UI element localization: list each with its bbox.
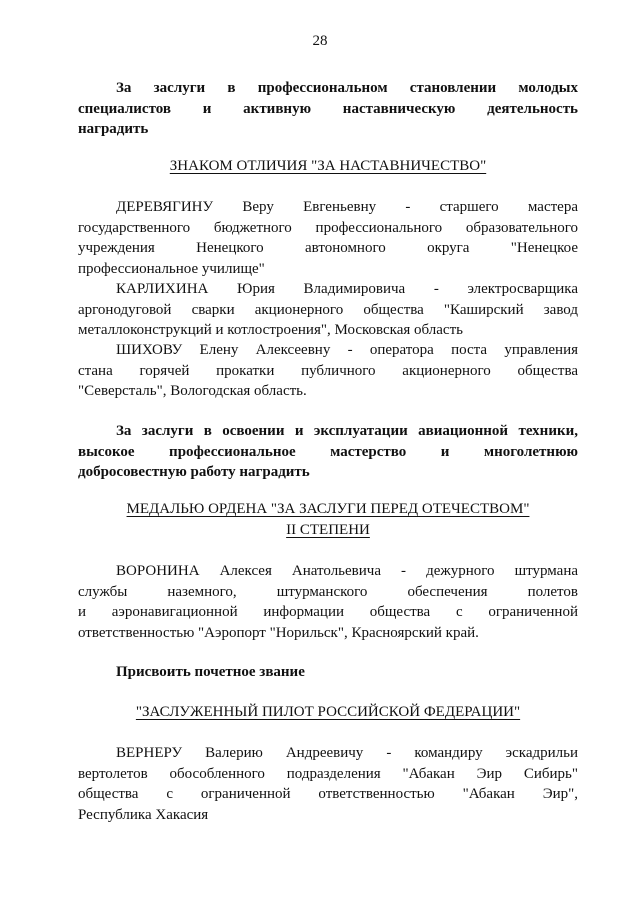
entry-line: профессиональное училище" <box>78 260 265 277</box>
entry-line: службы наземного, штурманского обеспечения полетов <box>78 583 578 600</box>
entry-line: учреждения Ненецкого автономного округа "Ненецкое <box>78 240 578 256</box>
entry-line: КАРЛИХИНА Юрия Владимировича - электросварщика <box>116 281 578 297</box>
intro-line: высокое профессиональное мастерство и многолетнюю <box>78 443 578 460</box>
award-title-medal <box>78 499 578 540</box>
entry-line: металлоконструкций и котлостроения", Московская область <box>78 322 463 338</box>
entry-shikhova <box>78 340 578 402</box>
entry-line: ВОРОНИНА Алексея Анатольевича - дежурного штурмана <box>116 563 578 579</box>
entry-line: и аэронавигационной информации общества с ограниченной <box>78 604 578 620</box>
entry-line: аргонодуговой сварки акционерного общества "Каширский завод <box>78 301 578 318</box>
award-title-line: ЗНАКОМ ОТЛИЧИЯ "ЗА НАСТАВНИЧЕСТВО" <box>169 158 487 174</box>
intro-line: За заслуги в профессиональном становлении молодых <box>116 80 578 96</box>
entry-voronin <box>78 561 578 643</box>
award-title-line: II СТЕПЕНИ <box>286 521 370 538</box>
intro-line: За заслуги в освоении и эксплуатации авиационной техники, <box>116 423 578 439</box>
entry-line: ДЕРЕВЯГИНУ Веру Евгеньевну - старшего мастера <box>116 199 578 215</box>
entry-line: вертолетов обособленного подразделения "Абакан Эир Сибирь" <box>78 765 578 782</box>
entry-karlikhin <box>78 279 578 341</box>
entry-verner <box>78 743 578 825</box>
entry-line: ВЕРНЕРУ Валерию Андреевичу - командиру эскадрильи <box>116 745 578 761</box>
entry-line: стана горячей прокатки публичного акционерного общества <box>78 362 578 379</box>
intro-line: Присвоить почетное звание <box>116 664 305 680</box>
page-number: 28 <box>312 33 328 49</box>
entry-derevyagina <box>78 197 578 279</box>
entry-line: Республика Хакасия <box>78 806 209 823</box>
entry-line: ШИХОВУ Елену Алексеевну - оператора поста управления <box>116 342 578 358</box>
intro-line: добросовестную работу наградить <box>78 464 310 480</box>
entry-line: ответственностью "Аэропорт "Норильск", Красноярский край. <box>78 624 479 641</box>
award-title-line: МЕДАЛЬЮ ОРДЕНА "ЗА ЗАСЛУГИ ПЕРЕД ОТЕЧЕСТВОМ" <box>126 501 530 517</box>
entry-line: общества с ограниченной ответственностью "Абакан Эир", <box>78 786 578 802</box>
entry-line: государственного бюджетного профессионального образовательного <box>78 219 578 236</box>
section-title-intro <box>78 662 578 683</box>
entry-line: "Северсталь", Вологодская область. <box>78 383 307 399</box>
award-title-line: "ЗАСЛУЖЕННЫЙ ПИЛОТ РОССИЙСКОЙ ФЕДЕРАЦИИ" <box>135 704 521 720</box>
section-aviation-intro <box>78 421 578 483</box>
section-mentorship-intro <box>78 78 578 140</box>
award-title-mentorship <box>78 156 578 177</box>
intro-line: наградить <box>78 121 149 137</box>
award-title-pilot <box>78 702 578 723</box>
intro-line: специалистов и активную наставническую деятельность <box>78 100 578 117</box>
